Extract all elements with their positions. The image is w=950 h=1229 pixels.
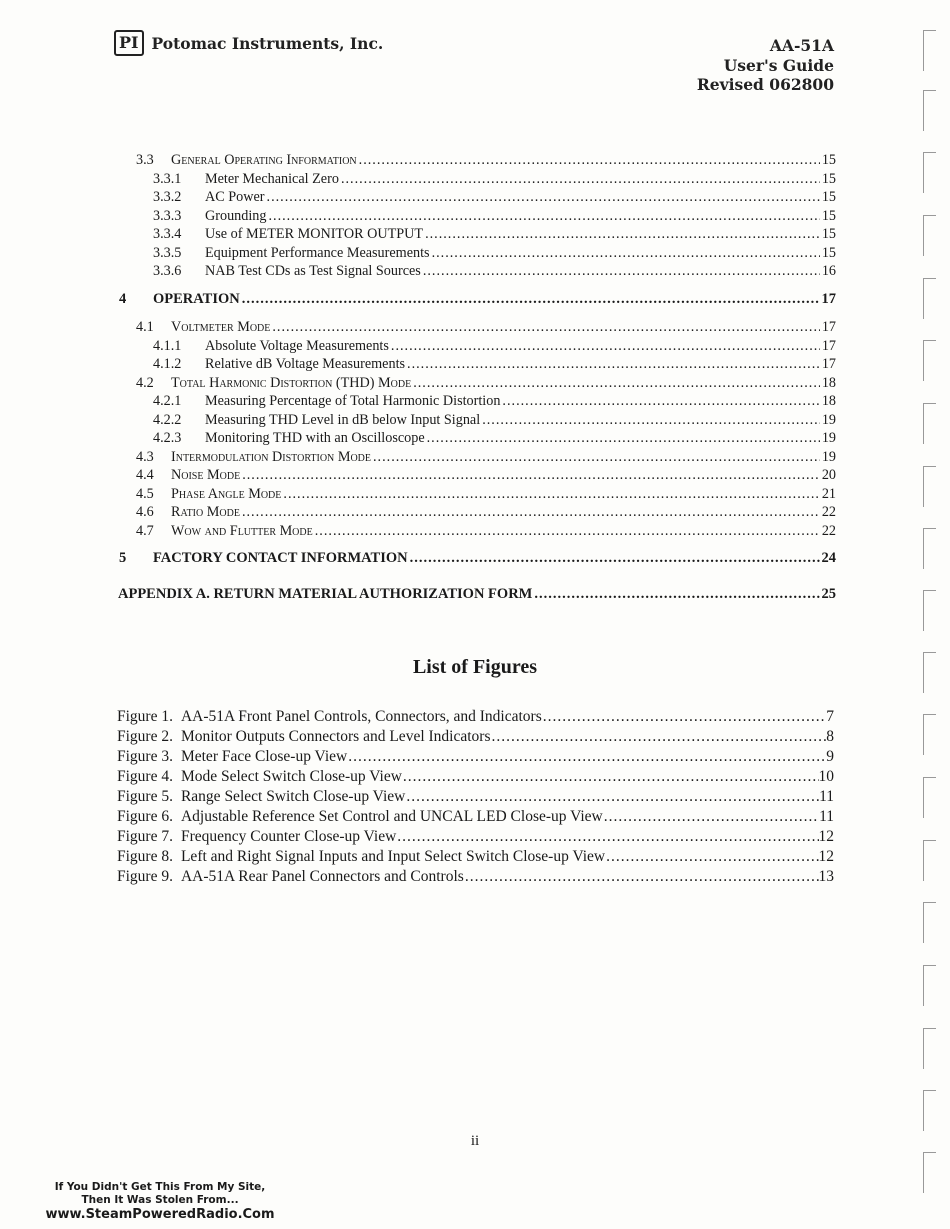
dot-leader — [542, 708, 827, 726]
binder-hole-mark — [923, 1152, 936, 1193]
dot-leader — [605, 848, 818, 866]
toc-entry-page: 20 — [821, 467, 836, 483]
dot-leader — [421, 263, 820, 280]
binder-hole-mark — [923, 965, 936, 1006]
dot-leader — [270, 319, 820, 336]
toc-entry-number: 4.7 — [136, 522, 154, 539]
binder-hole-mark — [923, 902, 936, 943]
toc-entry-title: Absolute Voltage Measurements — [205, 337, 389, 354]
figure-label: Figure 7. — [117, 828, 173, 845]
toc-entry-page: 25 — [821, 586, 836, 602]
toc-entry[interactable] — [0, 430, 950, 449]
toc-entry[interactable] — [0, 291, 950, 310]
toc-entry[interactable] — [0, 226, 950, 245]
toc-entry[interactable] — [0, 263, 950, 282]
binder-hole-mark — [923, 590, 936, 631]
figure-title: Adjustable Reference Set Control and UNCAL LED Close-up View — [180, 808, 603, 825]
figure-title: Meter Face Close-up View — [180, 748, 348, 765]
binder-hole-mark — [923, 278, 936, 319]
dot-leader — [396, 828, 818, 846]
toc-entry-page: 15 — [821, 170, 836, 187]
toc-entry-title: Intermodulation Distortion Mode — [171, 448, 371, 465]
toc-entry-number: 3.3.4 — [153, 226, 182, 242]
binder-hole-mark — [923, 1028, 936, 1069]
toc-entry-number: 3.3.5 — [153, 244, 182, 261]
toc-entry-number: 4.4 — [136, 467, 154, 483]
dot-leader — [425, 430, 820, 447]
figure-page: 10 — [818, 768, 834, 785]
toc-entry-page: 15 — [821, 152, 836, 168]
toc-entry-number: 4 — [119, 291, 127, 307]
figure-page: 8 — [826, 728, 834, 745]
document-header — [697, 36, 834, 95]
toc-entry-page: 22 — [821, 522, 836, 539]
toc-entry-page: 15 — [821, 189, 836, 205]
dot-leader — [423, 226, 820, 243]
watermark — [40, 1181, 280, 1221]
company-header — [114, 30, 383, 56]
binder-hole-mark — [923, 152, 936, 193]
toc-entry-page: 21 — [821, 485, 836, 502]
toc-entry-number: 4.2.3 — [153, 430, 182, 446]
figure-page: 11 — [819, 788, 834, 805]
toc-entry-number: 3.3 — [136, 152, 154, 168]
toc-entry-number: 4.3 — [136, 448, 154, 465]
binder-hole-mark — [923, 403, 936, 444]
figure-title: Left and Right Signal Inputs and Input Select Switch Close-up View — [180, 848, 606, 865]
dot-leader — [371, 449, 820, 466]
toc-entry-title: AC Power — [205, 189, 265, 205]
toc-entry-title: Relative dB Voltage Measurements — [205, 356, 406, 372]
toc-entry-title: General Operating Information — [171, 152, 357, 168]
dot-leader — [603, 808, 819, 826]
dot-leader — [408, 550, 820, 567]
figure-page: 12 — [818, 848, 834, 865]
dot-leader — [357, 152, 820, 169]
dot-leader — [532, 586, 820, 603]
toc-entry-title: Voltmeter Mode — [171, 319, 271, 335]
toc-entry[interactable] — [0, 189, 950, 208]
toc-entry-title: Ratio Mode — [171, 504, 240, 520]
dot-leader — [402, 768, 819, 786]
toc-entry-title: OPERATION — [153, 291, 240, 307]
figure-page: 11 — [819, 808, 834, 825]
toc-entry-number: 3.3.2 — [153, 189, 182, 205]
binder-hole-mark — [923, 528, 936, 569]
dot-leader — [266, 208, 820, 225]
toc-entry-number: 4.1.2 — [153, 356, 182, 372]
toc-entry[interactable] — [0, 504, 950, 523]
binder-hole-mark — [923, 652, 936, 693]
binder-hole-mark — [923, 1090, 936, 1131]
figure-title: Range Select Switch Close-up View — [180, 788, 406, 805]
toc-entry[interactable] — [0, 208, 950, 227]
dot-leader — [405, 356, 820, 373]
dot-leader — [389, 338, 820, 355]
dot-leader — [265, 189, 820, 206]
list-of-figures-heading: List of Figures — [412, 656, 538, 678]
dot-leader — [500, 393, 820, 410]
toc-entry[interactable] — [0, 393, 950, 412]
figure-entry[interactable] — [117, 768, 834, 788]
figure-title: Monitor Outputs Connectors and Level Indicators — [180, 728, 491, 745]
figure-label: Figure 6. — [117, 808, 173, 825]
list-of-figures — [117, 708, 834, 888]
figure-label: Figure 9. — [117, 868, 173, 885]
toc-entry[interactable] — [0, 412, 950, 431]
binder-hole-mark — [923, 215, 936, 256]
figure-label: Figure 5. — [117, 788, 173, 805]
figure-page: 9 — [826, 748, 834, 765]
figure-label: Figure 2. — [117, 728, 173, 745]
dot-leader — [405, 788, 819, 806]
toc-entry-page: 15 — [821, 226, 836, 242]
toc-entry-title: Use of METER MONITOR OUTPUT — [205, 226, 424, 242]
page-number: ii — [470, 1133, 480, 1149]
binder-hole-mark — [923, 840, 936, 881]
binder-hole-mark — [923, 466, 936, 507]
toc-entry[interactable] — [0, 449, 950, 468]
figure-entry[interactable] — [117, 708, 834, 728]
toc-entry-number: 3.3.3 — [153, 207, 182, 224]
figure-title: Frequency Counter Close-up View — [180, 828, 397, 845]
toc-entry-title: Monitoring THD with an Oscilloscope — [205, 430, 425, 446]
figure-page: 12 — [818, 828, 834, 845]
model-number: AA-51A — [769, 36, 834, 55]
company-logo: PI — [114, 30, 144, 56]
figure-entry[interactable] — [117, 868, 834, 888]
toc-entry-page: 18 — [821, 393, 836, 409]
dot-leader — [480, 412, 820, 429]
dot-leader — [464, 868, 819, 886]
dot-leader — [490, 728, 826, 746]
toc-entry[interactable] — [0, 550, 950, 569]
toc-entry-page: 22 — [821, 504, 836, 520]
watermark-url: www.SteamPoweredRadio.Com — [45, 1207, 275, 1222]
toc-entry-title: Total Harmonic Distortion (THD) Mode — [171, 374, 412, 391]
figure-entry[interactable] — [117, 828, 834, 848]
toc-entry-number: 3.3.6 — [153, 263, 182, 279]
toc-entry-page: 17 — [821, 319, 836, 335]
toc-entry-title: Phase Angle Mode — [171, 485, 282, 502]
toc-entry-title: Measuring THD Level in dB below Input Signal — [205, 411, 481, 428]
toc-entry-title: FACTORY CONTACT INFORMATION — [153, 550, 408, 566]
dot-leader — [411, 375, 820, 392]
toc-entry[interactable] — [0, 319, 950, 338]
document-title: User's Guide — [723, 55, 834, 75]
toc-entry-page: 19 — [821, 411, 836, 428]
dot-leader — [240, 467, 820, 484]
toc-entry-number: 4.1 — [136, 319, 154, 335]
toc-entry[interactable] — [0, 523, 950, 542]
toc-entry[interactable] — [0, 338, 950, 357]
toc-entry-title: Grounding — [205, 207, 267, 224]
dot-leader — [240, 504, 820, 521]
dot-leader — [347, 748, 826, 766]
figure-title: Mode Select Switch Close-up View — [180, 768, 402, 785]
figure-title: AA-51A Rear Panel Connectors and Controls — [180, 868, 464, 885]
toc-entry-title: APPENDIX A. RETURN MATERIAL AUTHORIZATION FORM — [118, 586, 533, 602]
figure-label: Figure 8. — [117, 848, 173, 865]
toc-entry-page: 17 — [821, 356, 836, 372]
watermark-line-2: Then It Was Stolen From... — [81, 1194, 239, 1206]
figure-entry[interactable] — [117, 728, 834, 748]
toc-entry-number: 4.2.2 — [153, 411, 182, 428]
dot-leader — [240, 291, 820, 308]
toc-entry[interactable] — [0, 467, 950, 486]
toc-entry[interactable] — [0, 356, 950, 375]
toc-entry-title: Meter Mechanical Zero — [205, 170, 339, 187]
toc-entry[interactable] — [0, 171, 950, 190]
figure-label: Figure 1. — [117, 708, 173, 725]
toc-entry[interactable] — [0, 486, 950, 505]
figure-page: 13 — [818, 868, 834, 885]
toc-entry-page: 19 — [821, 430, 836, 446]
dot-leader — [339, 171, 820, 188]
toc-entry-page: 17 — [821, 291, 836, 307]
toc-entry[interactable] — [0, 375, 950, 394]
binder-hole-mark — [923, 714, 936, 755]
dot-leader — [430, 245, 820, 262]
toc-entry-number: 3.3.1 — [153, 170, 182, 187]
toc-entry-number: 5 — [119, 550, 127, 566]
figure-entry[interactable] — [117, 748, 834, 768]
toc-entry-page: 24 — [821, 550, 836, 566]
toc-entry-title: Noise Mode — [171, 467, 241, 483]
revision: Revised 062800 — [696, 75, 834, 94]
binder-hole-mark — [923, 30, 936, 71]
toc-entry-page: 16 — [821, 263, 836, 279]
figure-label: Figure 3. — [117, 748, 173, 765]
toc-entry[interactable] — [0, 245, 950, 264]
figure-entry[interactable] — [117, 848, 834, 868]
toc-entry-page: 17 — [821, 337, 836, 354]
figure-page: 7 — [826, 708, 834, 725]
binder-hole-mark — [923, 340, 936, 381]
dot-leader — [281, 486, 820, 503]
toc-entry-number: 4.6 — [136, 504, 154, 520]
toc-entry-page: 15 — [821, 207, 836, 224]
toc-entry-page: 18 — [821, 374, 836, 391]
toc-entry-page: 19 — [821, 448, 836, 465]
toc-entry-number: 4.5 — [136, 485, 154, 502]
binder-hole-mark — [923, 90, 936, 131]
dot-leader — [313, 523, 820, 540]
toc-entry-title: Measuring Percentage of Total Harmonic Distortion — [205, 393, 501, 409]
toc-entry-title: Equipment Performance Measurements — [205, 244, 430, 261]
figure-title: AA-51A Front Panel Controls, Connectors, and Indicators — [180, 708, 542, 725]
binder-hole-mark — [923, 777, 936, 818]
toc-entry-number: 4.2.1 — [153, 393, 182, 409]
toc-entry-title: Wow and Flutter Mode — [171, 522, 313, 539]
figure-entry[interactable] — [117, 788, 834, 808]
toc-entry[interactable] — [0, 152, 950, 171]
watermark-line-1: If You Didn't Get This From My Site, — [54, 1181, 266, 1193]
figure-entry[interactable] — [117, 808, 834, 828]
company-name: Potomac Instruments, Inc. — [151, 33, 384, 53]
toc-entry[interactable] — [0, 586, 950, 605]
toc-entry-number: 4.2 — [136, 374, 154, 391]
toc-entry-number: 4.1.1 — [153, 337, 182, 354]
figure-label: Figure 4. — [117, 768, 173, 785]
toc-entry-title: NAB Test CDs as Test Signal Sources — [205, 263, 421, 279]
toc-entry-page: 15 — [821, 244, 836, 261]
